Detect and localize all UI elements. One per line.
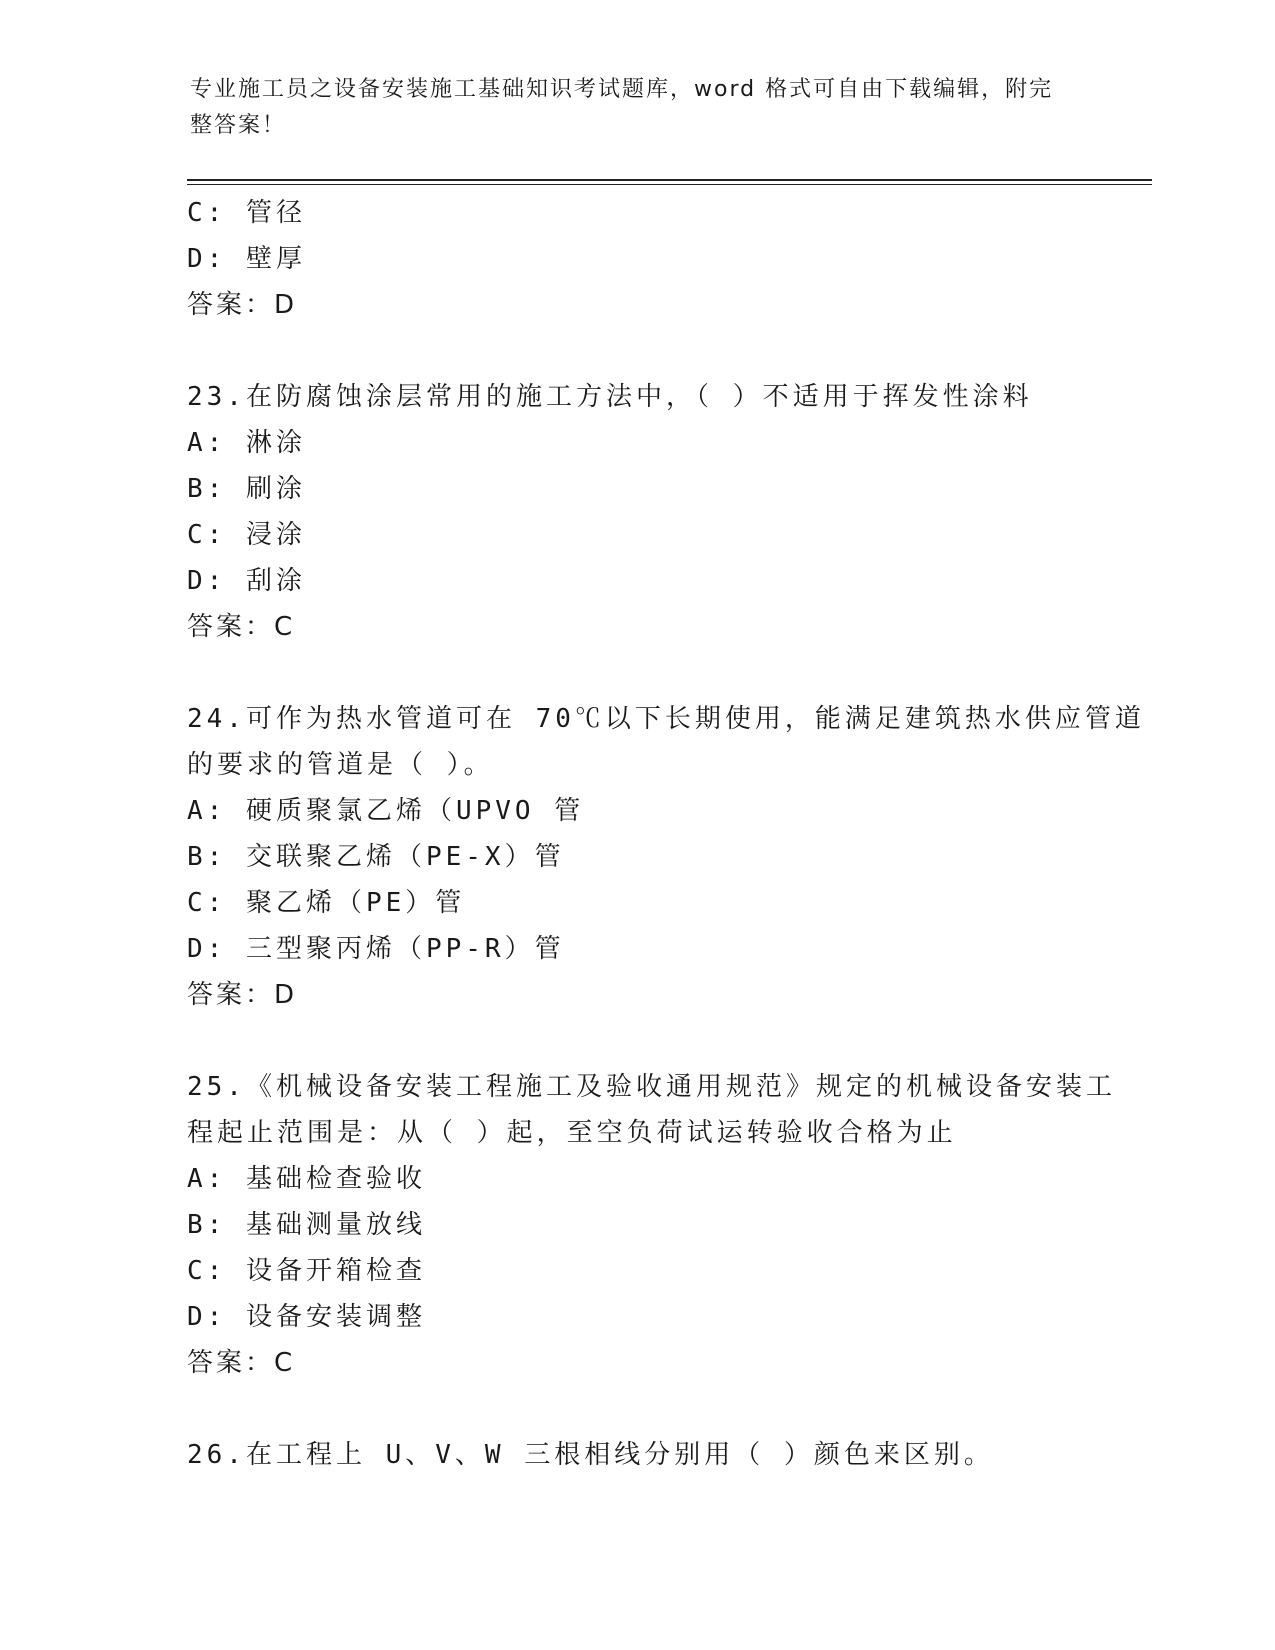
option-a: A: 基础检查验收 (187, 1164, 426, 1194)
spacer (187, 650, 1087, 696)
question-list (187, 190, 1145, 1478)
spacer (187, 328, 1087, 374)
option-c: C: 聚乙烯（PE）管 (187, 888, 466, 918)
question-stem: 23.在防腐蚀涂层常用的施工方法中，（ ）不适用于挥发性涂料 (187, 382, 1033, 412)
option-c: C: 设备开箱检查 (187, 1256, 426, 1286)
option-d: D: 刮涂 (187, 566, 306, 596)
header-line-1: 专业施工员之设备安装施工基础知识考试题库，word 格式可自由下载编辑，附完 (190, 77, 1054, 102)
question-24 (187, 696, 1145, 1018)
question-stem: 26.在工程上 U、V、W 三根相线分别用（ ）颜色来区别。 (187, 1440, 994, 1470)
option-b: B: 交联聚乙烯（PE-X）管 (187, 842, 565, 872)
document-header (190, 72, 1070, 144)
spacer (187, 1386, 1087, 1432)
option-d: D: 三型聚丙烯（PP-R）管 (187, 934, 565, 964)
header-divider-thin (187, 184, 1152, 185)
option-d: D: 设备安装调整 (187, 1302, 426, 1332)
header-divider-thick (187, 179, 1152, 181)
answer: 答案：D (187, 980, 298, 1010)
spacer (187, 1018, 1087, 1064)
option-b: B: 刷涂 (187, 474, 306, 504)
question-26 (187, 1432, 1087, 1478)
option-b: B: 基础测量放线 (187, 1210, 426, 1240)
question-25 (187, 1064, 1116, 1386)
question-22 (187, 190, 1087, 328)
header-line-2: 整答案！ (190, 113, 287, 138)
option-a: A: 淋涂 (187, 428, 306, 458)
option-d: D: 壁厚 (187, 244, 306, 274)
answer: 答案：D (187, 290, 298, 320)
question-23 (187, 374, 1087, 650)
answer: 答案：C (187, 1348, 296, 1378)
question-stem-line-1: 24.可作为热水管道可在 70℃以下长期使用，能满足建筑热水供应管道 (187, 704, 1145, 734)
option-c: C: 浸涂 (187, 520, 306, 550)
option-a: A: 硬质聚氯乙烯（UPVO 管 (187, 796, 585, 826)
question-stem-line-2: 程起止范围是：从（ ）起，至空负荷试运转验收合格为止 (187, 1118, 957, 1148)
question-stem-line-1: 25.《机械设备安装工程施工及验收通用规范》规定的机械设备安装工 (187, 1072, 1116, 1102)
option-c: C: 管径 (187, 198, 306, 228)
answer: 答案：C (187, 612, 296, 642)
question-stem-line-2: 的要求的管道是（ ）。 (187, 750, 494, 780)
